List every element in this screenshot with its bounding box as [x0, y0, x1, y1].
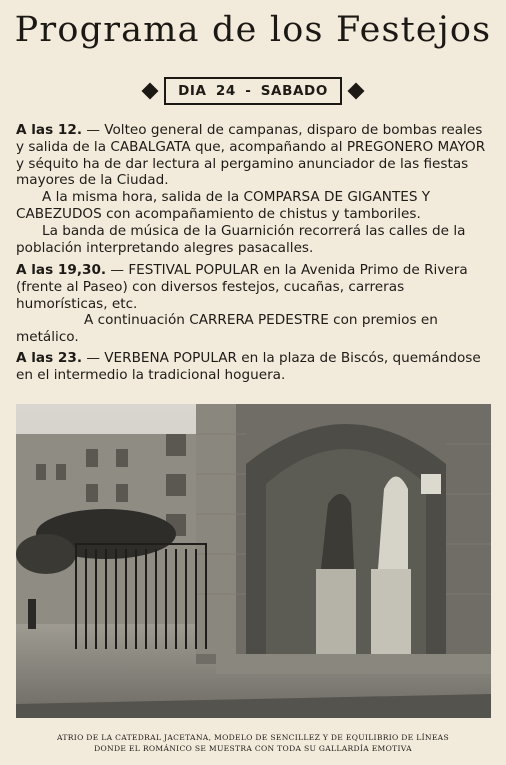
event-23: [16, 350, 492, 384]
day-header: [0, 76, 506, 106]
event-paragraph: A las 12. — Volteo general de campanas, disparo de bombas reales y salida de la CABALGATA que, acompañando al PREGONERO MAYOR y séquito ha de dar lectura al pergamino anunciador de las fiestas mayores de la Ciudad.: [16, 122, 486, 189]
event-paragraph: A las 19,30. — FESTIVAL POPULAR en la Avenida Primo de Rivera (frente al Paseo) con diversos festejos, cucañas, carreras humorísticas, etc.: [16, 262, 468, 312]
day-label: [164, 77, 342, 105]
left-diamond-ornament: [142, 83, 159, 100]
event-paragraph: A las 23. — VERBENA POPULAR en la plaza de Biscós, quemándose en el intermedio la tradicional hoguera.: [16, 350, 481, 383]
day-separator: -: [245, 83, 252, 99]
event-12: [16, 122, 492, 256]
event-paragraph: A la misma hora, salida de la COMPARSA DE GIGANTES Y CABEZUDOS con acompañamiento de chistus y tamboriles.: [16, 189, 431, 222]
event-time: A las 19,30.: [16, 262, 107, 278]
event-1930: [16, 262, 492, 346]
event-time: A las 23.: [16, 350, 82, 366]
event-paragraph: La banda de música de la Guarnición recorrerá las calles de la población interpretando alegres pasacalles.: [16, 222, 466, 256]
caption-line: DONDE EL ROMÁNICO SE MUESTRA CON TODA SU GALLARDÍA EMOTIVA: [94, 744, 412, 753]
day-weekday: SABADO: [260, 83, 328, 99]
caption-line: ATRIO DE LA CATEDRAL JACETANA, MODELO DE SENCILLEZ Y DE EQUILIBRIO DE LÍNEAS: [57, 733, 449, 742]
event-time: A las 12.: [16, 122, 82, 138]
photo-caption: [20, 732, 486, 754]
right-diamond-ornament: [347, 83, 364, 100]
day-word: DIA: [178, 83, 207, 99]
event-paragraph: A continuación CARRERA PEDESTRE con premios en metálico.: [16, 312, 438, 346]
page-title: Programa de los Festejos: [14, 10, 492, 50]
cathedral-atrium-photo: [16, 404, 491, 718]
photo-illustration: [16, 404, 491, 718]
day-number: 24: [215, 83, 236, 99]
